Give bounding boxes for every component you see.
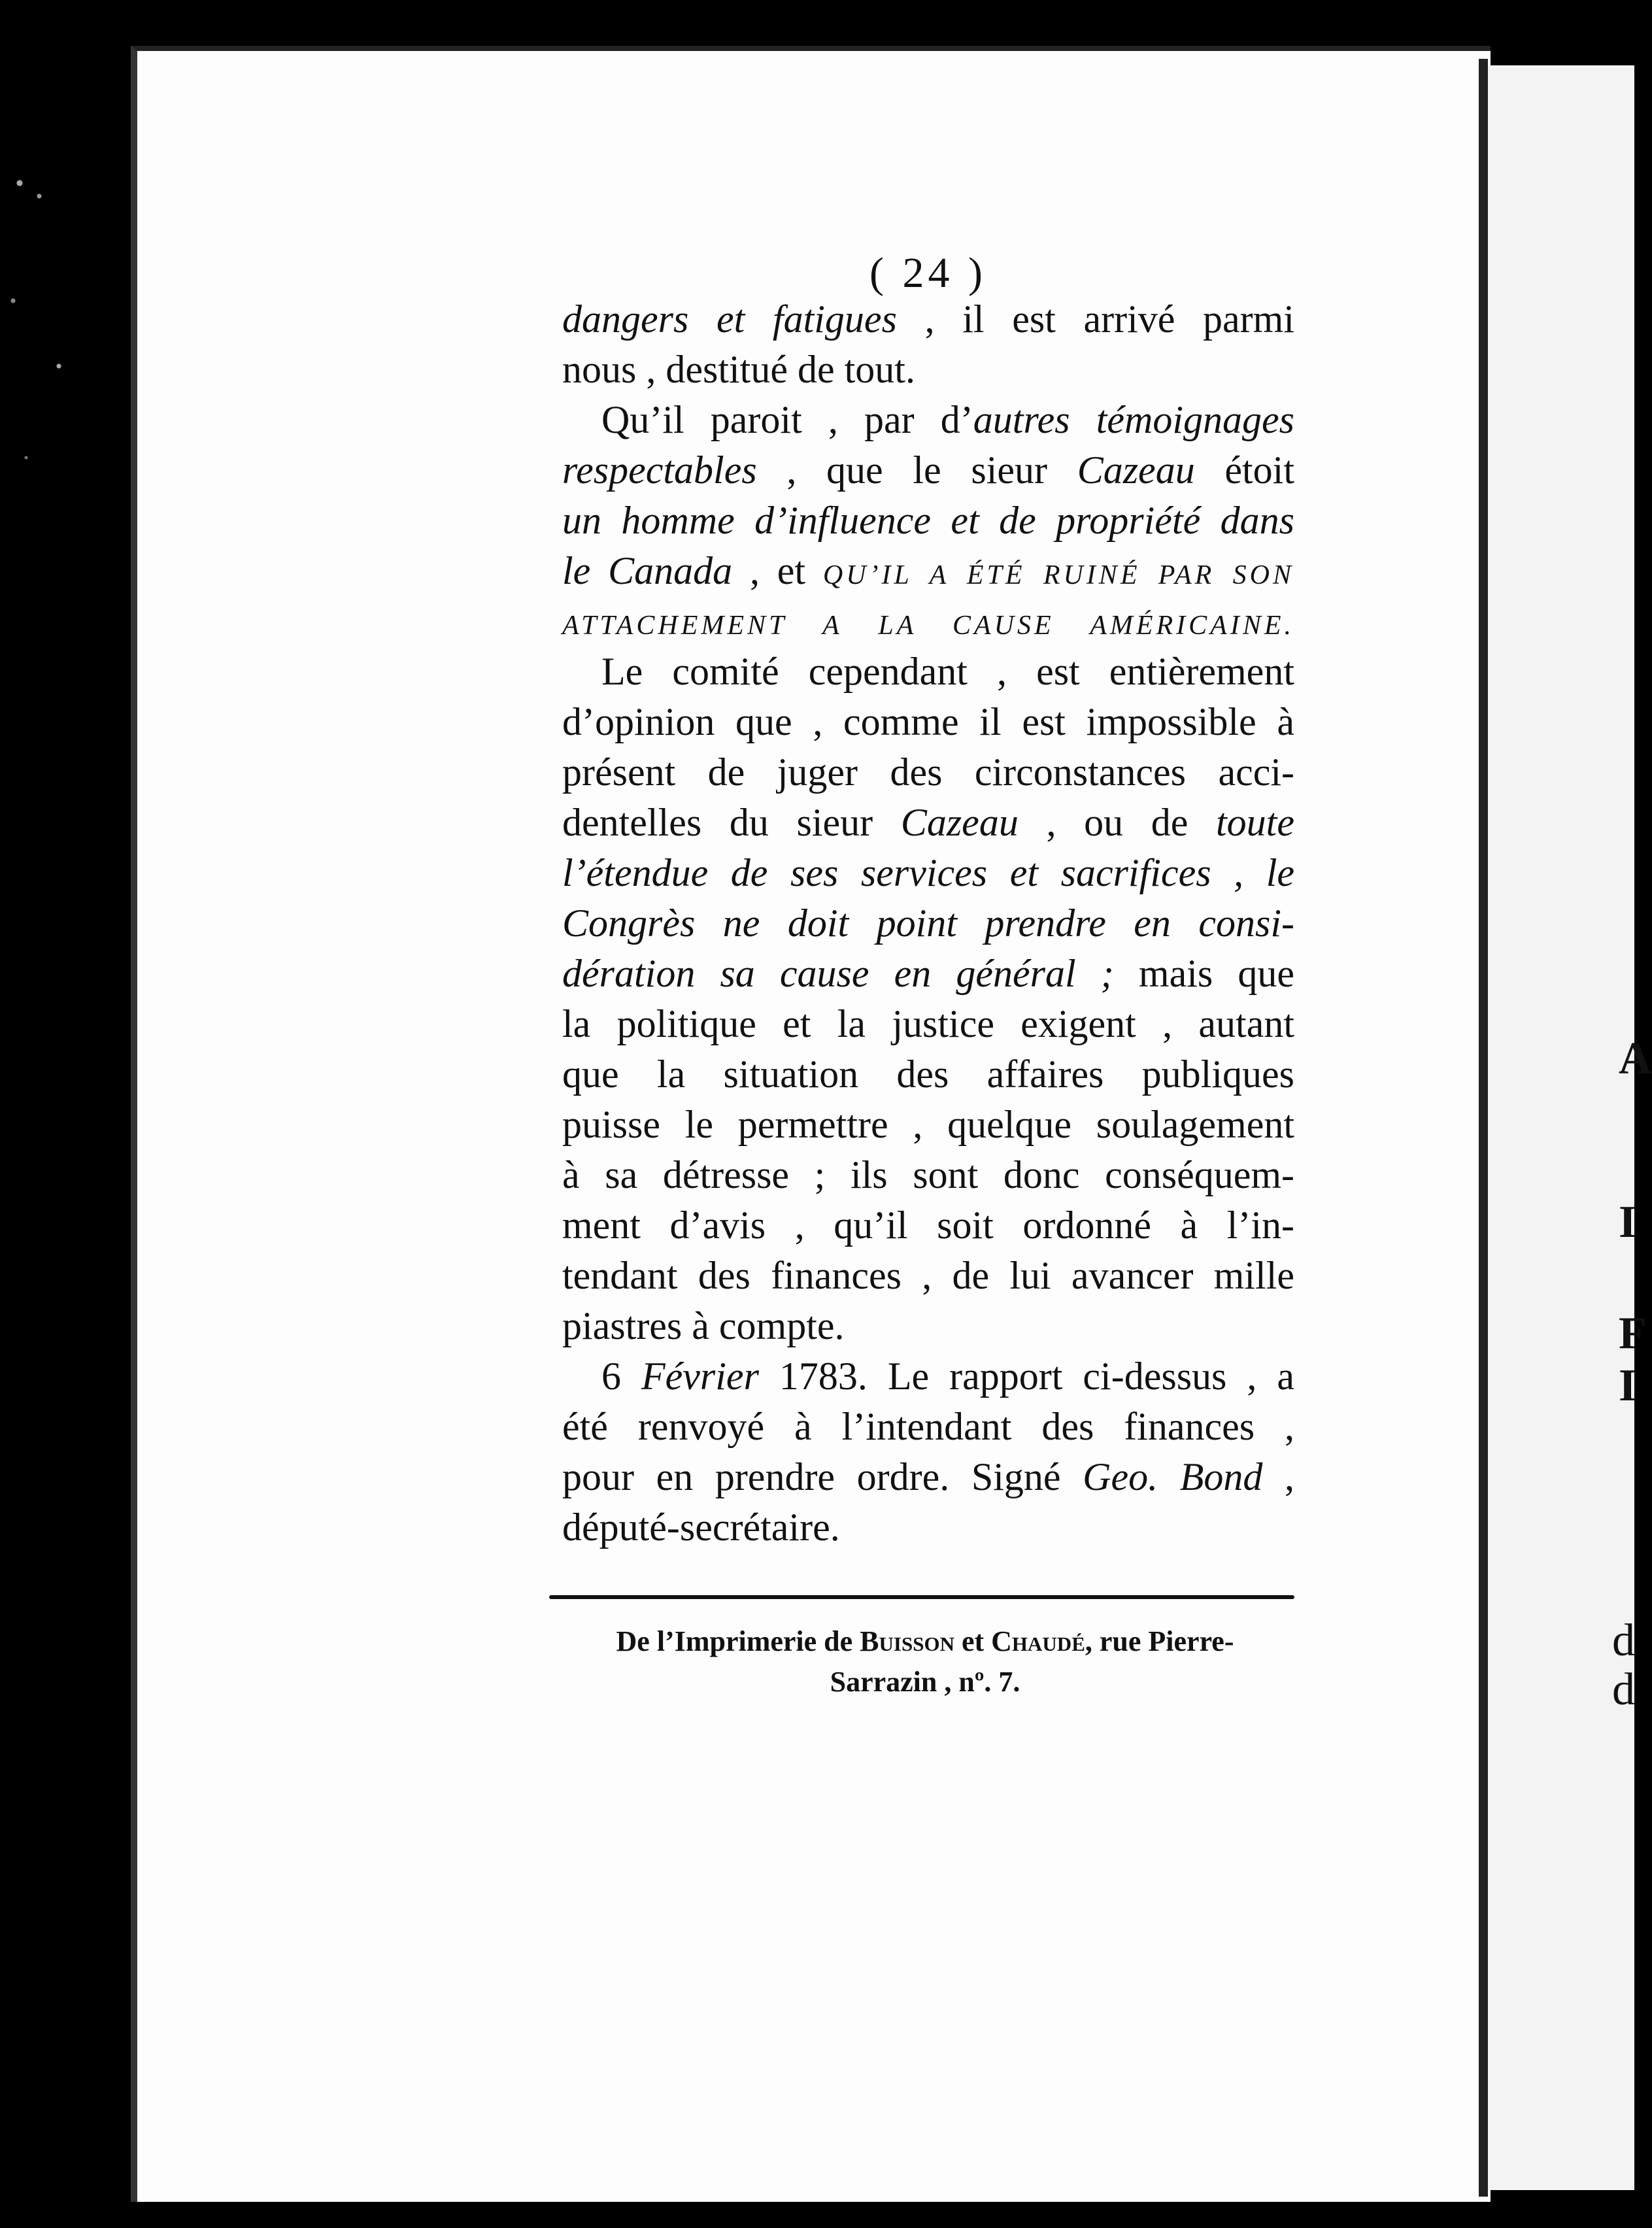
text-run: ATTACHEMENT A LA CAUSE AMÉRICAINE. (562, 611, 1294, 641)
adjacent-page-edge (1488, 65, 1652, 2190)
adjacent-page-letter: I (1619, 1360, 1637, 1411)
text-run: , que le sieur (756, 448, 1077, 492)
text-run: été renvoyé à l’intendant des finances , (562, 1405, 1294, 1448)
text-line (562, 697, 1294, 747)
text-run: Le comité cependant , est entièrement (601, 650, 1294, 693)
text-line (562, 949, 1294, 999)
text-line (562, 1402, 1294, 1452)
text-run: un homme d’influence et de propriété dans (562, 499, 1294, 542)
printer-name: Buisson (860, 1625, 954, 1657)
page-number: ( 24 ) (869, 249, 986, 297)
text-run: présent de juger des circonstances acci- (562, 751, 1294, 794)
text-run: respectables (562, 448, 757, 492)
text-line (562, 1301, 1294, 1351)
text-run: mais que (1113, 952, 1294, 995)
text-line (562, 1200, 1294, 1251)
text-line (562, 596, 1294, 647)
text-line (562, 1049, 1294, 1100)
text-run: toute (1216, 801, 1294, 844)
text-run: Cazeau (900, 801, 1019, 844)
text-line (562, 1100, 1294, 1150)
text-run: , (1262, 1455, 1294, 1498)
text-run: 1783. Le rapport ci-dessus , a (758, 1355, 1295, 1398)
imprint-text: , rue Pierre- (1085, 1625, 1234, 1657)
text-run: QU’IL A ÉTÉ RUINÉ PAR SON (822, 560, 1294, 590)
text-line (562, 647, 1294, 697)
text-run: le Canada (562, 549, 733, 592)
printer-imprint (556, 1621, 1294, 1702)
imprint-line-2: Sarrazin , nº. 7. (830, 1666, 1020, 1698)
text-run: à sa détresse ; ils sont donc conséquem- (562, 1153, 1294, 1196)
text-line (562, 1351, 1294, 1402)
text-run: étoit (1194, 448, 1295, 492)
text-run: que la situation des affaires publiques (562, 1053, 1294, 1096)
text-run: la politique et la justice exigent , autant (562, 1002, 1294, 1045)
printer-name: Chaudé (991, 1625, 1085, 1657)
text-line (562, 1251, 1294, 1301)
text-run: dération sa cause en général ; (562, 952, 1114, 995)
adjacent-page-letter: I (1619, 1197, 1637, 1247)
text-run: , il est arrivé parmi (896, 297, 1294, 341)
text-line (562, 798, 1294, 848)
text-run: tendant des finances , de lui avancer mille (562, 1254, 1294, 1297)
text-line (562, 294, 1294, 345)
imprint-text: et (954, 1625, 992, 1657)
text-run: Geo. Bond (1083, 1455, 1263, 1498)
text-line (562, 999, 1294, 1049)
text-line (562, 1452, 1294, 1502)
imprint-text: De l’Imprimerie de (616, 1625, 860, 1657)
adjacent-page-letter: A (1619, 1034, 1652, 1084)
text-run: pour en prendre ordre. Signé (562, 1455, 1083, 1498)
text-run: autres témoignages (973, 398, 1294, 441)
text-run: dentelles du sieur (562, 801, 901, 844)
scan-margin-left (0, 0, 98, 2228)
text-run: d’opinion que , comme il est impossible à (562, 700, 1294, 743)
text-run: dangers et fatigues (562, 297, 897, 341)
text-line (562, 445, 1294, 496)
page-gutter (1479, 59, 1488, 2197)
text-line (562, 848, 1294, 898)
text-line (562, 1150, 1294, 1200)
text-run: , ou de (1018, 801, 1217, 844)
adjacent-page-letter: d (1612, 1664, 1635, 1715)
text-run: Cazeau (1077, 448, 1195, 492)
text-run: député-secrétaire. (562, 1506, 840, 1549)
text-run: piastres à compte. (562, 1304, 845, 1347)
adjacent-page-letter: F (1619, 1308, 1647, 1359)
text-line (562, 1502, 1294, 1553)
text-run: 6 (601, 1355, 641, 1398)
text-line (562, 496, 1294, 546)
text-run: Qu’il paroit , par d’ (601, 398, 973, 441)
text-run: puisse le permettre , quelque soulagement (562, 1103, 1294, 1146)
body-text (562, 294, 1294, 1553)
text-run: ment d’avis , qu’il soit ordonné à l’in- (562, 1204, 1294, 1247)
imprint-line-1 (556, 1621, 1294, 1662)
text-line (562, 546, 1294, 596)
text-line (562, 345, 1294, 395)
separator-rule (549, 1595, 1294, 1599)
text-line (562, 898, 1294, 949)
adjacent-page-letter: d (1612, 1615, 1635, 1666)
text-run: Février (641, 1355, 759, 1398)
text-run: nous , destitué de tout. (562, 348, 915, 391)
text-run: l’étendue de ses services et sacrifices , le (562, 851, 1294, 894)
text-run: , et (732, 549, 823, 592)
text-run: Congrès ne doit point prendre en consi- (562, 902, 1294, 945)
text-line (562, 395, 1294, 445)
text-line (562, 747, 1294, 798)
